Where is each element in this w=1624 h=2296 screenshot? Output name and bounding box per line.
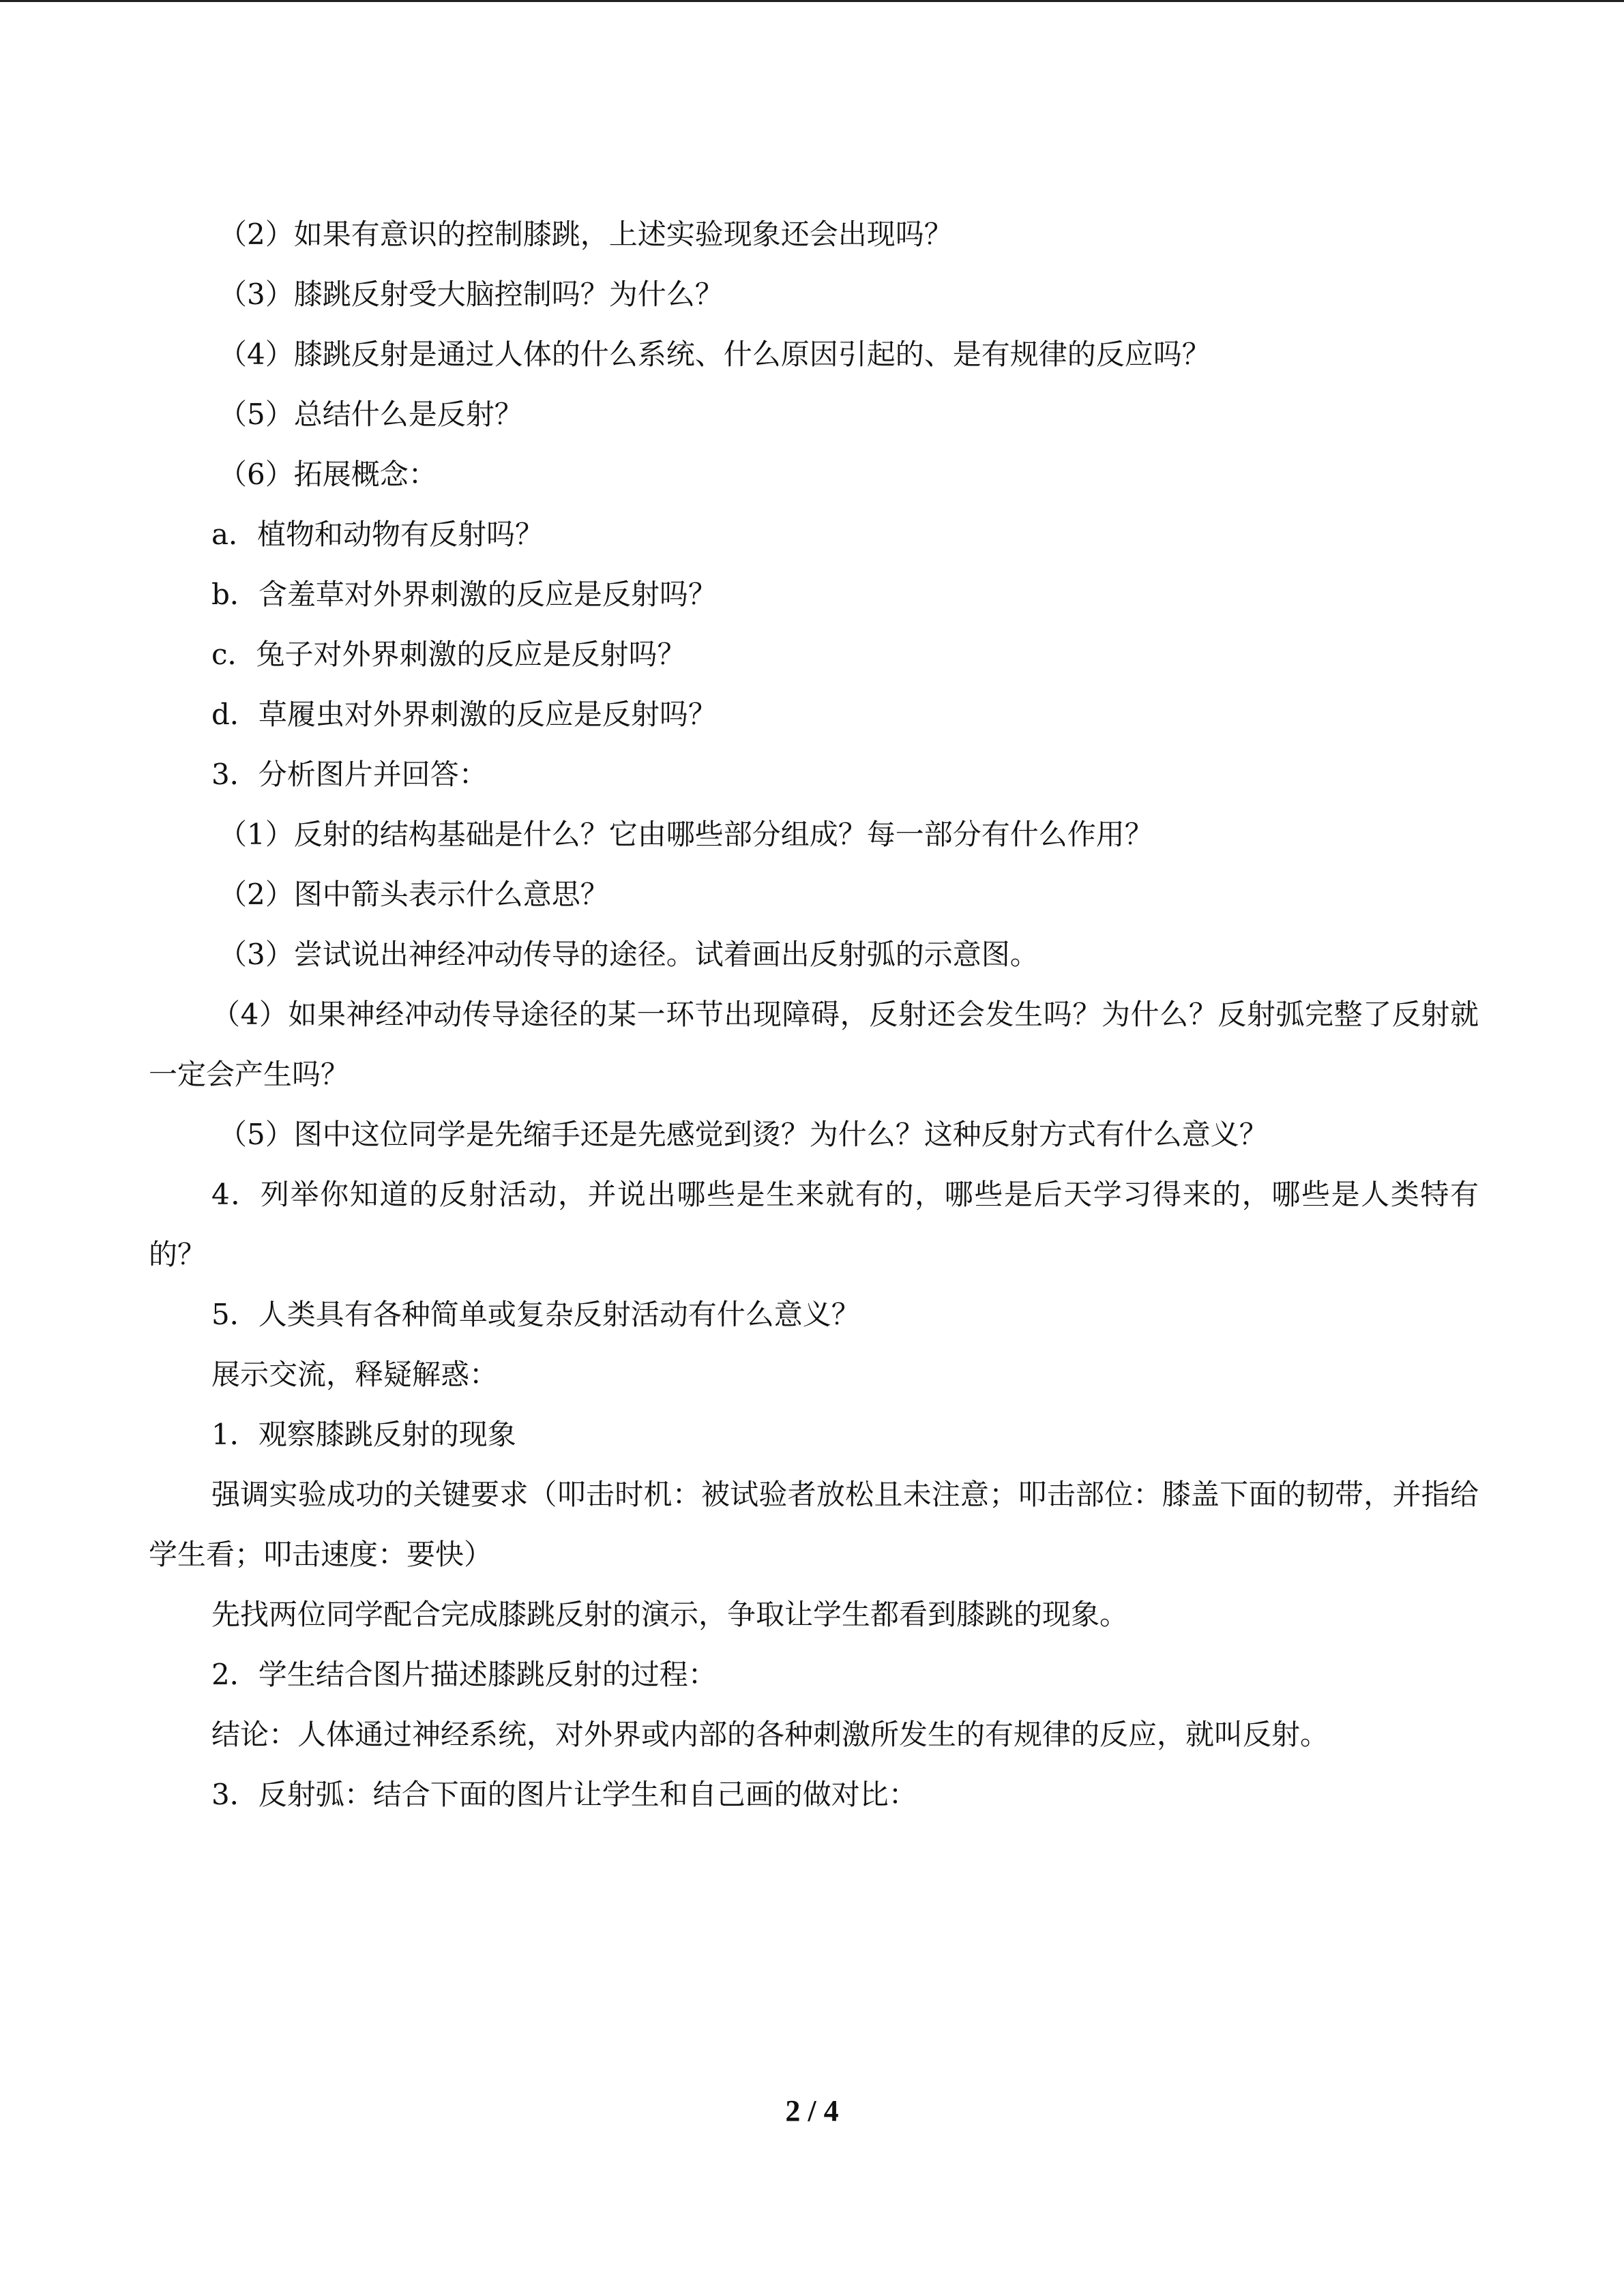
question-5: （5）总结什么是反射？	[218, 398, 523, 431]
section-4-paragraph: 4．列举你知道的反射活动，并说出哪些是生来就有的，哪些是后天学习得来的，哪些是人类特有的？	[149, 1178, 1479, 1271]
observe-heading: 1．观察膝跳反射的现象	[211, 1418, 516, 1451]
sub-question-d: d．草履虫对外界刺激的反应是反射吗？	[211, 698, 717, 731]
sub-question-c: c．兔子对外界刺激的反应是反射吗？	[211, 638, 686, 671]
question-4: （4）膝跳反射是通过人体的什么系统、什么原因引起的、是有规律的反应吗？	[218, 338, 1211, 371]
section-3-question-2: （2）图中箭头表示什么意思？	[218, 878, 609, 911]
sub-question-a: a．植物和动物有反射吗？	[211, 518, 544, 551]
describe-heading: 2．学生结合图片描述膝跳反射的过程：	[211, 1658, 717, 1691]
section-3-question-3: （3）尝试说出神经冲动传导的途径。试着画出反射弧的示意图。	[218, 938, 1039, 971]
document-body	[149, 205, 1479, 1825]
question-3: （3）膝跳反射受大脑控制吗？为什么？	[218, 278, 724, 311]
section-5-paragraph: 5．人类具有各种简单或复杂反射活动有什么意义？	[211, 1298, 860, 1331]
sub-question-b: b．含羞草对外界刺激的反应是反射吗？	[211, 578, 717, 611]
top-border	[0, 0, 1624, 2]
question-2: （2）如果有意识的控制膝跳，上述实验现象还会出现吗？	[218, 218, 953, 251]
reflex-arc-paragraph: 3．反射弧：结合下面的图片让学生和自己画的做对比：	[211, 1778, 917, 1811]
key-requirements-paragraph: 强调实验成功的关键要求（叩击时机：被试验者放松且未注意；叩击部位：膝盖下面的韧带，并指给学生看；叩击速度：要快）	[149, 1478, 1479, 1571]
section-3-question-1: （1）反射的结构基础是什么？它由哪些部分组成？每一部分有什么作用？	[218, 818, 1153, 851]
demo-paragraph: 先找两位同学配合完成膝跳反射的演示，争取让学生都看到膝跳的现象。	[211, 1598, 1129, 1631]
section-3-question-5: （5）图中这位同学是先缩手还是先感觉到烫？为什么？这种反射方式有什么意义？	[218, 1118, 1268, 1151]
exchange-heading: 展示交流，释疑解惑：	[211, 1358, 499, 1391]
section-3-heading: 3．分析图片并回答：	[211, 758, 488, 791]
page-number: 2 / 4	[785, 2094, 839, 2128]
section-3-question-4: （4）如果神经冲动传导途径的某一环节出现障碍，反射还会发生吗？为什么？反射弧完整了反射就一定会产生吗？	[149, 998, 1479, 1091]
question-6: （6）拓展概念：	[218, 458, 437, 491]
conclusion-paragraph: 结论：人体通过神经系统，对外界或内部的各种刺激所发生的有规律的反应，就叫反射。	[211, 1718, 1329, 1751]
